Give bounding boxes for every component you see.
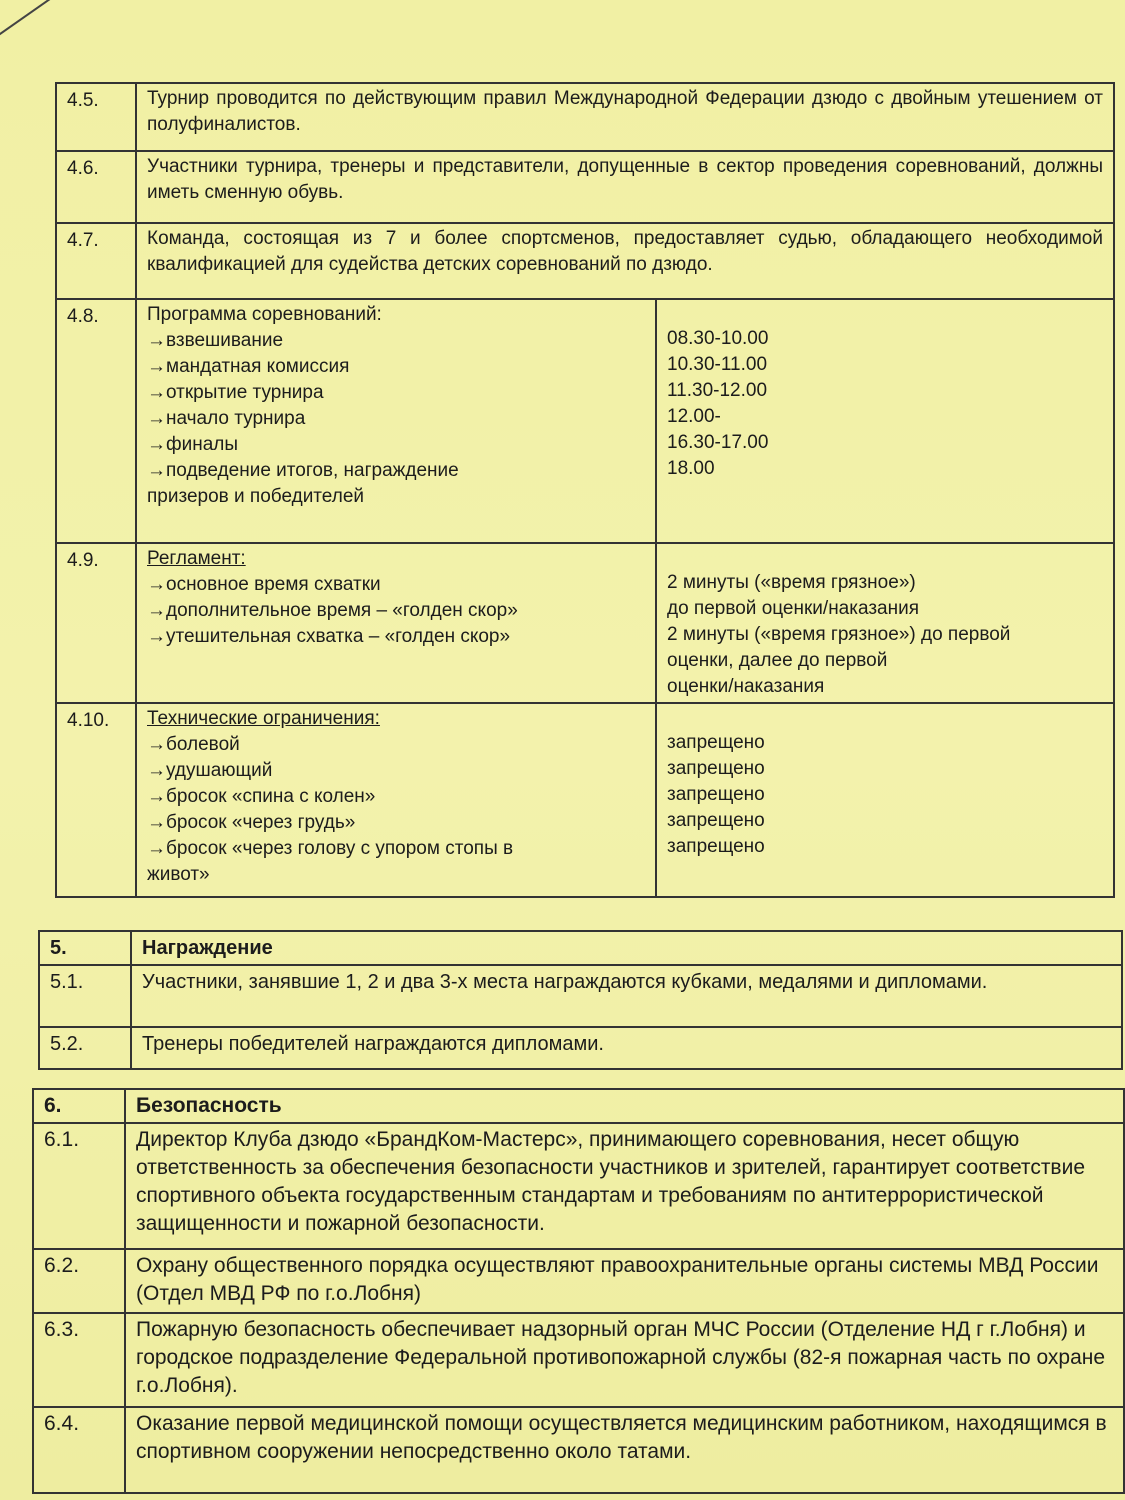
- restriction-item: →болевой: [147, 734, 240, 755]
- regulation-value: 2 минуты («время грязное») до первой: [667, 624, 1011, 645]
- regulation-heading: Регламент:: [147, 548, 246, 569]
- regulation-value: оценки, далее до первой: [667, 650, 888, 671]
- restriction-value: запрещено: [667, 836, 765, 857]
- restrictions-heading: Технические ограничения:: [147, 708, 380, 729]
- table-row: [56, 223, 1114, 299]
- table-row-regulation: [56, 543, 1114, 703]
- table-row: [33, 1249, 1124, 1313]
- restriction-value: запрещено: [667, 758, 765, 779]
- restriction-item: →бросок «через грудь»: [147, 812, 356, 833]
- row-text: Пожарную безопасность обеспечивает надзорный орган МЧС России (Отделение НД г г.Лобня) и городское подразделение Федеральной противопожарной службы (82-я пожарная часть по охране г.о.Лобня).: [125, 1313, 1124, 1407]
- row-text: Участники, занявшие 1, 2 и два 3-х места награждаются кубками, медалями и дипломами.: [131, 965, 1122, 1027]
- row-number: 4.8.: [56, 299, 136, 543]
- program-item-label: →открытие турнира: [147, 382, 324, 403]
- program-item-time: 10.30-11.00: [667, 354, 768, 375]
- row-number: 6.4.: [33, 1407, 125, 1493]
- table-row-restrictions: [56, 703, 1114, 897]
- row-number: 4.6.: [56, 151, 136, 223]
- row-number: 4.7.: [56, 223, 136, 299]
- row-number: 6.3.: [33, 1313, 125, 1407]
- table-row-program: [56, 299, 1114, 543]
- program-item-time: 08.30-10.00: [667, 328, 769, 349]
- regulation-value: 2 минуты («время грязное»): [667, 572, 916, 593]
- program-item-time: 12.00-: [667, 406, 721, 427]
- restrictions-right: [655, 702, 1113, 896]
- row-number: 6.2.: [33, 1249, 125, 1313]
- regulation-right: [655, 542, 1113, 702]
- row-number: 4.9.: [56, 543, 136, 703]
- table-row: [56, 151, 1114, 223]
- regulation-cell: [136, 543, 1114, 703]
- row-text: Участники турнира, тренеры и представители, допущенные в сектор проведения соревнований, должны иметь сменную обувь.: [136, 151, 1114, 223]
- row-text: Директор Клуба дзюдо «БрандКом-Мастерс», принимающего соревнования, несет общую ответственность за обеспечения безопасности участников и зрителей, гарантирует соответствие спортивного объекта государственным стандартам и требованиям по антитеррористической защищенности и пожарной безопасности.: [125, 1123, 1124, 1249]
- section-number: 6.: [33, 1089, 125, 1123]
- regulation-left: [147, 544, 655, 700]
- awards-table: [38, 930, 1123, 1070]
- row-number: 6.1.: [33, 1123, 125, 1249]
- program-item-label: →мандатная комиссия: [147, 356, 350, 377]
- restriction-value: запрещено: [667, 732, 765, 753]
- section-number: 5.: [39, 931, 131, 965]
- regulation-item: →дополнительное время – «голден скор»: [147, 600, 518, 621]
- row-text: Турнир проводится по действующим правил Международной Федерации дзюдо с двойным утешением от полуфиналистов.: [136, 83, 1114, 151]
- restriction-item: живот»: [147, 864, 210, 885]
- restrictions-cell: [136, 703, 1114, 897]
- program-heading: Программа соревнований:: [147, 304, 382, 325]
- program-item-time: 18.00: [667, 458, 715, 479]
- section-header: [39, 931, 1122, 965]
- row-number: 5.2.: [39, 1027, 131, 1069]
- section-header: [33, 1089, 1124, 1123]
- row-text: Оказание первой медицинской помощи осуществляется медицинским работником, находящимся в спортивном сооружении непосредственно около татами.: [125, 1407, 1124, 1493]
- table-row: [56, 83, 1114, 151]
- rules-table: [55, 82, 1115, 898]
- regulation-value: до первой оценки/наказания: [667, 598, 920, 619]
- table-row: [33, 1313, 1124, 1407]
- program-item-time: 16.30-17.00: [667, 432, 769, 453]
- table-row: [39, 965, 1122, 1027]
- restriction-item: →бросок «спина с колен»: [147, 786, 376, 807]
- program-right: [655, 298, 1113, 542]
- regulation-item: →основное время схватки: [147, 574, 381, 595]
- row-number: 4.5.: [56, 83, 136, 151]
- program-item-label: →финалы: [147, 434, 239, 455]
- program-item-label: →начало турнира: [147, 408, 306, 429]
- program-tail: призеров и победителей: [147, 486, 364, 507]
- restrictions-left: [147, 704, 655, 894]
- restriction-item: →удушающий: [147, 760, 273, 781]
- program-cell: [136, 299, 1114, 543]
- table-row: [33, 1123, 1124, 1249]
- program-item-label: →подведение итогов, награждение: [147, 460, 459, 481]
- table-row: [39, 1027, 1122, 1069]
- safety-table: [32, 1088, 1125, 1494]
- row-text: Тренеры победителей награждаются дипломами.: [131, 1027, 1122, 1069]
- restriction-item: →бросок «через голову с упором стопы в: [147, 838, 514, 859]
- program-item-time: 11.30-12.00: [667, 380, 768, 401]
- table-row: [33, 1407, 1124, 1493]
- program-left: [147, 300, 655, 540]
- program-item-label: →взвешивание: [147, 330, 284, 351]
- regulation-value: оценки/наказания: [667, 676, 825, 697]
- row-number: 5.1.: [39, 965, 131, 1027]
- row-text: Команда, состоящая из 7 и более спортсменов, предоставляет судью, обладающего необходимой квалификацией для судейства детских соревнований по дзюдо.: [136, 223, 1114, 299]
- section-title: Награждение: [131, 931, 1122, 965]
- restriction-value: запрещено: [667, 784, 765, 805]
- page-edge-line: [0, 0, 89, 42]
- row-text: Охрану общественного порядка осуществляют правоохранительные органы системы МВД России (Отдел МВД РФ по г.о.Лобня): [125, 1249, 1124, 1313]
- row-number: 4.10.: [56, 703, 136, 897]
- section-title: Безопасность: [125, 1089, 1124, 1123]
- regulation-item: →утешительная схватка – «голден скор»: [147, 626, 511, 647]
- restriction-value: запрещено: [667, 810, 765, 831]
